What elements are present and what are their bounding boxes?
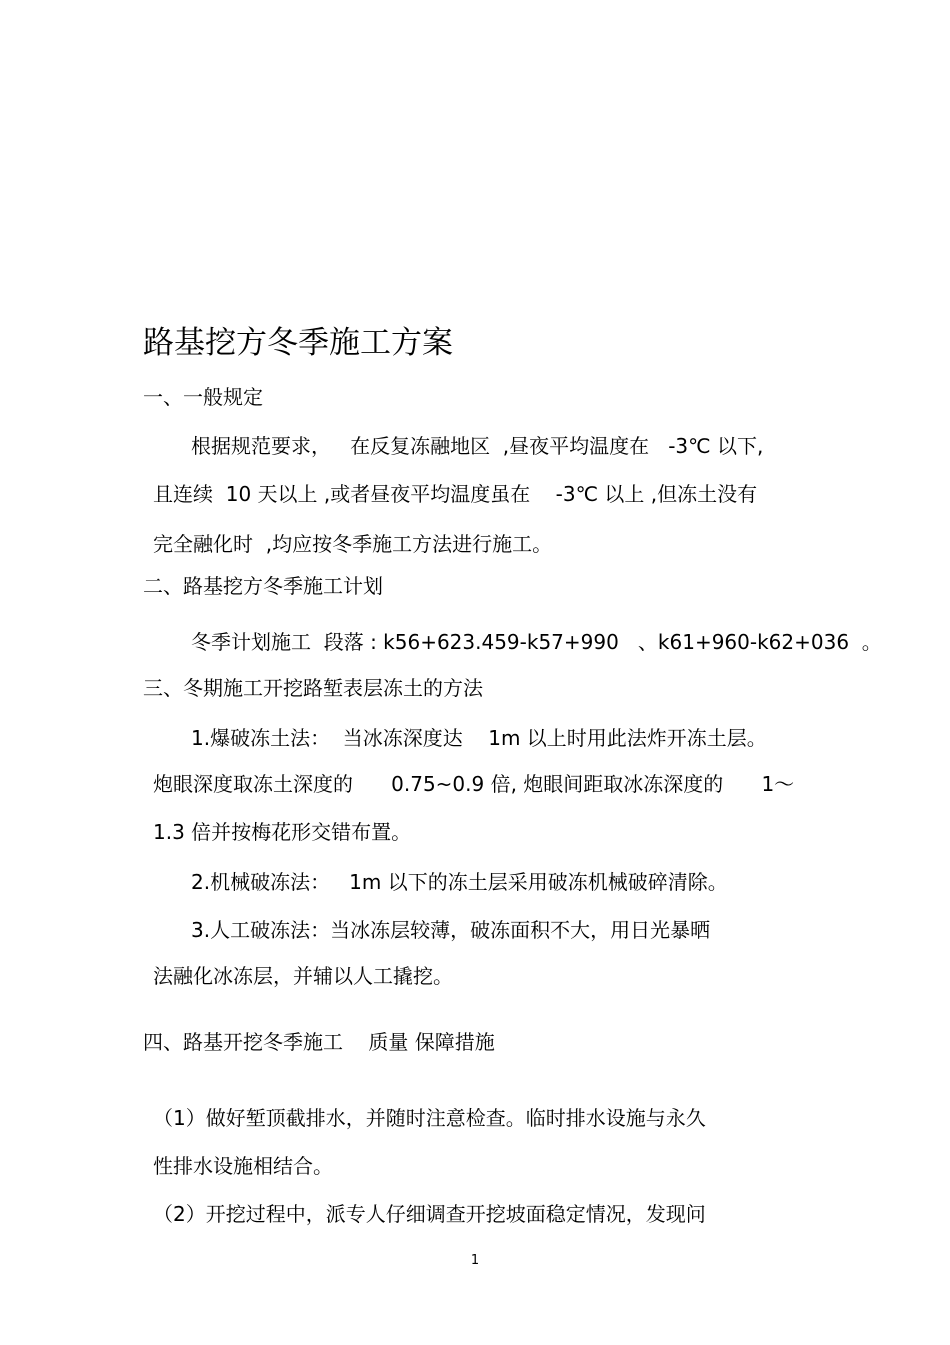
paragraph-line: （1）做好堑顶截排水，并随时注意检查。临时排水设施与永久 <box>153 1106 706 1130</box>
paragraph-line: 1.3 倍并按梅花形交错布置。 <box>153 820 412 844</box>
paragraph-line: 性排水设施相结合。 <box>153 1154 333 1178</box>
paragraph-line: 且连续 10 天以上 ,或者昼夜平均温度虽在 -3℃ 以上 ,但冻土没有 <box>153 482 758 506</box>
paragraph-line: 完全融化时 ,均应按冬季施工方法进行施工。 <box>153 532 553 556</box>
paragraph-line: 1.爆破冻土法： 当冰冻深度达 1m 以上时用此法炸开冻土层。 <box>191 726 767 750</box>
section-heading-4: 四、路基开挖冬季施工 质量 保障措施 <box>143 1030 495 1054</box>
paragraph-line: （2）开挖过程中，派专人仔细调查开挖坡面稳定情况，发现问 <box>153 1202 706 1226</box>
document-title: 路基挖方冬季施工方案 <box>143 325 453 361</box>
section-heading-3: 三、冬期施工开挖路堑表层冻土的方法 <box>143 676 483 700</box>
paragraph-line: 2.机械破冻法： 1m 以下的冻土层采用破冻机械破碎清除。 <box>191 870 728 894</box>
section-heading-1: 一、一般规定 <box>143 385 263 409</box>
section-heading-2: 二、路基挖方冬季施工计划 <box>143 574 383 598</box>
paragraph-line: 冬季计划施工 段落 : k56+623.459-k57+990 、k61+960-k62+036 。 <box>191 630 882 654</box>
paragraph-line: 法融化冰冻层，并辅以人工撬挖。 <box>153 964 453 988</box>
paragraph-line: 炮眼深度取冻土深度的 0.75~0.9 倍, 炮眼间距取冰冻深度的 1～ <box>153 772 795 796</box>
page-number: 1 <box>470 1253 480 1268</box>
paragraph-line: 根据规范要求， 在反复冻融地区 ,昼夜平均温度在 -3℃ 以下, <box>191 434 764 458</box>
paragraph-line: 3.人工破冻法：当冰冻层较薄，破冻面积不大，用日光暴晒 <box>191 918 711 942</box>
